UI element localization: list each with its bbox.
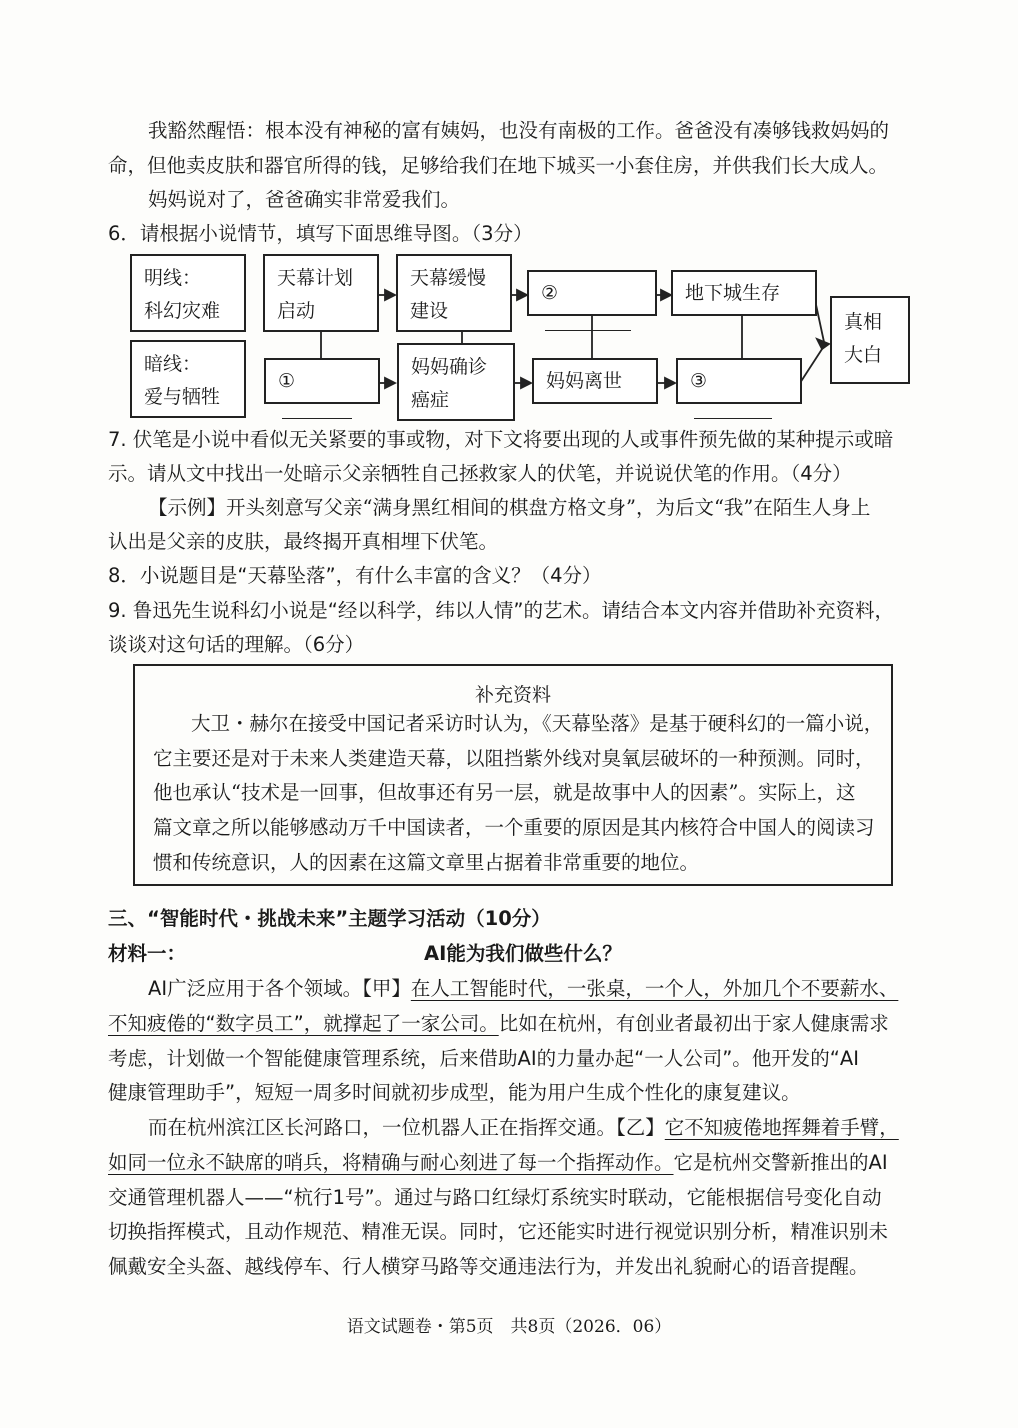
material-text: 而在杭州滨江区长河路口，一位机器人正在指挥交通。【乙】 xyxy=(148,1116,665,1139)
material-title: AI能为我们做些什么？ xyxy=(424,942,622,965)
page-footer: 语文试题卷・第5页 共8页（2026．06） xyxy=(346,1317,672,1337)
map-box-text: 癌症 xyxy=(411,389,450,411)
example-text: 认出是父亲的皮肤，最终揭开真相埋下伏笔。 xyxy=(108,530,499,553)
map-box-underground xyxy=(671,270,817,316)
map-box-main-line-value: 科幻灾难 xyxy=(144,300,221,322)
underlined-sentence-jia: 在人工智能时代，一张桌，一个人，外加几个不要薪水、 xyxy=(410,977,899,1000)
story-line: 妈妈说对了，爸爸确实非常爱我们。 xyxy=(148,188,461,211)
map-box-blank-3 xyxy=(676,358,802,404)
supplement-line: 篇文章之所以能够感动万千中国读者，一个重要的原因是其内核符合中国人的阅读习 xyxy=(153,816,875,839)
map-box-blank-1 xyxy=(264,358,380,404)
answer-blank-3[interactable] xyxy=(694,398,772,419)
supplement-line: 他也承认“技术是一回事，但故事还有另一层，就是故事中人的因素”。实际上，这 xyxy=(153,781,856,804)
map-box-text: 大白 xyxy=(844,344,883,366)
map-box-mama-cancer xyxy=(397,343,515,421)
supplement-box xyxy=(133,664,893,886)
material-line xyxy=(108,1149,918,1177)
underlined-sentence-yi: 如同一位永不缺席的哨兵，将精确与耐心刻进了每一个指挥动作。 xyxy=(108,1151,674,1174)
map-box-mama-death xyxy=(532,358,658,404)
answer-blank-2[interactable] xyxy=(545,310,631,331)
map-box-text: 天幕计划 xyxy=(277,267,354,289)
material-text: AI广泛应用于各个领域。【甲】 xyxy=(148,977,411,1000)
map-box-hidden-line-value: 爱与牺牲 xyxy=(144,386,221,408)
blank-number-2: ② xyxy=(541,282,559,304)
section-heading: 三、“智能时代・挑战未来”主题学习活动（10分） xyxy=(108,907,551,930)
material-line xyxy=(148,1114,918,1142)
supplement-title: 补充资料 xyxy=(474,684,551,706)
map-box-hidden-line-label: 暗线： xyxy=(144,353,202,375)
story-line: 命，但他卖皮肤和器官所得的钱，足够给我们在地下城买一小套住房，并供我们长大成人。 xyxy=(108,154,889,177)
map-box-text: 天幕缓慢 xyxy=(410,267,487,289)
supplement-line: 大卫・赫尔在接受中国记者采访时认为，《天幕坠落》是基于硬科幻的一篇小说， xyxy=(191,712,884,735)
map-box-tianmu-slow xyxy=(396,254,512,332)
supplement-line: 它主要还是对于未来人类建造天幕，以阻挡紫外线对臭氧层破坏的一种预测。同时， xyxy=(153,747,875,770)
question-7: 7. 伏笔是小说中看似无关紧要的事或物，对下文将要出现的人或事件预先做的某种提示或暗 xyxy=(108,428,894,451)
map-box-blank-2 xyxy=(527,270,657,316)
blank-number-3: ③ xyxy=(690,370,708,392)
question-9: 9. 鲁迅先生说科幻小说是“经以科学，纬以人情”的艺术。请结合本文内容并借助补充资料， xyxy=(108,599,895,622)
supplement-line: 惯和传统意识，人的因素在这篇文章里占据着非常重要的地位。 xyxy=(153,851,700,874)
map-box-text: 真相 xyxy=(844,311,883,333)
blank-number-1: ① xyxy=(278,370,296,392)
map-box-main-line xyxy=(130,254,246,332)
map-box-text: 建设 xyxy=(410,300,449,322)
material-text: 比如在杭州，有创业者最初出于家人健康需求 xyxy=(498,1012,889,1035)
underlined-sentence-yi: 它不知疲倦地挥舞着手臂， xyxy=(664,1116,899,1139)
material-line: 考虑，计划做一个智能健康管理系统，后来借助AI的力量办起“一人公司”。他开发的“AI xyxy=(108,1047,859,1070)
material-line xyxy=(108,1010,918,1038)
answer-blank-1[interactable] xyxy=(282,398,352,419)
story-line: 我豁然醒悟：根本没有神秘的富有姨妈，也没有南极的工作。爸爸没有凑够钱救妈妈的 xyxy=(148,119,890,142)
material-line: 切换指挥模式，且动作规范、精准无误。同时，它还能实时进行视觉识别分析，精准识别未 xyxy=(108,1220,889,1243)
question-7: 示。请从文中找出一处暗示父亲牺牲自己拯救家人的伏笔，并说说伏笔的作用。（4分） xyxy=(108,462,852,485)
map-box-text: 地下城生存 xyxy=(685,282,781,304)
example-text: 【示例】开头刻意写父亲“满身黑红相间的棋盘方格文身”，为后文“我”在陌生人身上 xyxy=(148,496,871,519)
material-line xyxy=(148,975,918,1003)
material-line: 健康管理助手”，短短一周多时间就初步成型，能为用户生成个性化的康复建议。 xyxy=(108,1081,801,1104)
material-line: 交通管理机器人——“杭行1号”。通过与路口红绿灯系统实时联动，它能根据信号变化自动 xyxy=(108,1186,882,1209)
map-box-truth xyxy=(830,296,910,384)
question-8: 8．小说题目是“天幕坠落”，有什么丰富的含义？（4分） xyxy=(108,564,602,587)
question-9: 谈谈对这句话的理解。（6分） xyxy=(108,633,365,656)
map-box-main-line-label: 明线： xyxy=(144,267,202,289)
material-text: 它是杭州交警新推出的AI xyxy=(673,1151,888,1174)
map-box-text: 妈妈离世 xyxy=(546,370,623,392)
question-6: 6．请根据小说情节，填写下面思维导图。（3分） xyxy=(108,222,533,245)
map-box-tianmu-start xyxy=(263,254,379,332)
map-box-text: 妈妈确诊 xyxy=(411,356,488,378)
map-box-text: 启动 xyxy=(277,300,316,322)
material-label: 材料一： xyxy=(108,942,187,965)
underlined-sentence-jia: 不知疲倦的“数字员工”，就撑起了一家公司。 xyxy=(108,1012,499,1035)
map-box-hidden-line xyxy=(130,340,246,418)
material-line: 佩戴安全头盔、越线停车、行人横穿马路等交通违法行为，并发出礼貌耐心的语音提醒。 xyxy=(108,1255,869,1278)
